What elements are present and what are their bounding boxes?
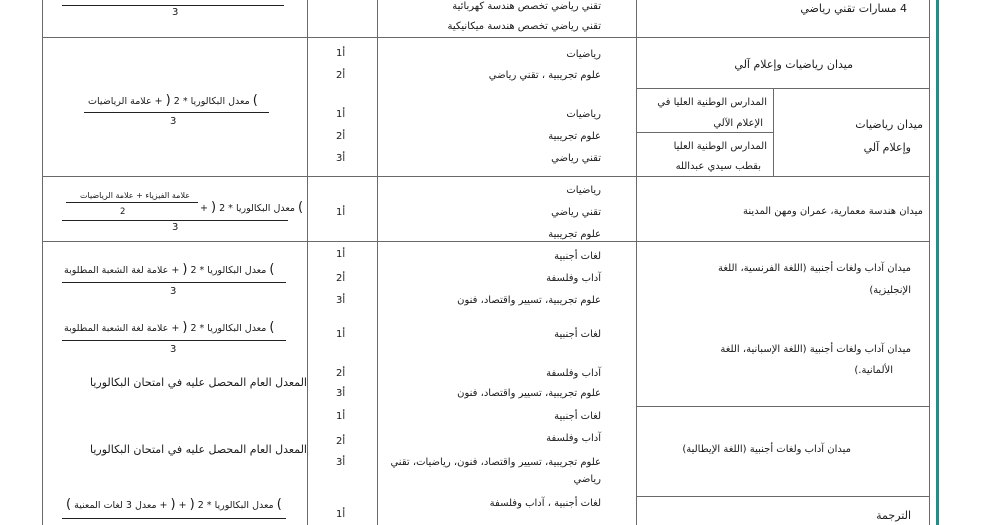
stream-item: تقني رياضي bbox=[551, 207, 601, 218]
stream-item: علوم تجريبية، تسيير واقتصاد، فنون، رياضيات، تقني bbox=[390, 457, 601, 468]
stream-item: رياضيات bbox=[566, 49, 601, 60]
level-code: أ1 bbox=[336, 109, 346, 120]
level-code: أ3 bbox=[336, 457, 346, 468]
field-name-line1: ميدان آداب ولغات أجنبية (اللغة الفرنسية، اللغة bbox=[717, 263, 911, 274]
formula-numerator: ) معدل البكالوريا * 2 ( + علامة لغة الشعبة المطلوبة bbox=[64, 262, 275, 277]
stream-item: رياضيات bbox=[566, 109, 601, 120]
level-code: أ1 bbox=[336, 48, 346, 59]
field-name-line1: ميدان آداب ولغات أجنبية (اللغة الإسبانية، اللغة bbox=[720, 344, 911, 355]
level-code: أ3 bbox=[336, 153, 346, 164]
stream-item: آداب وفلسفة bbox=[546, 433, 601, 444]
formula-numerator: ) معدل البكالوريا * 2 ( + bbox=[200, 200, 304, 215]
formula-text: المعدل العام المحصل عليه في امتحان البكالوريا bbox=[90, 443, 307, 456]
stream-item: لغات أجنبية bbox=[554, 251, 601, 262]
stream-item: علوم تجريبية ، تقني رياضي bbox=[488, 70, 601, 81]
fraction-denominator: 3 bbox=[170, 116, 177, 127]
school-name: المدارس الوطنية العليا bbox=[673, 141, 767, 152]
stream-item: رياضيات bbox=[566, 185, 601, 196]
fraction-denominator: 3 bbox=[170, 286, 177, 297]
field-name: ميدان هندسة معمارية، عمران ومهن المدينة bbox=[743, 206, 923, 217]
stream-item: تقني رياضي bbox=[551, 153, 601, 164]
fraction-bar bbox=[62, 282, 286, 283]
field-name-line2: وإعلام آلي bbox=[863, 141, 911, 154]
stream-item: لغات أجنبية bbox=[554, 329, 601, 340]
fraction-denominator: 3 bbox=[170, 344, 177, 355]
level-code: أ1 bbox=[336, 207, 346, 218]
level-code: أ2 bbox=[336, 70, 346, 81]
stream-item: علوم تجريبية bbox=[548, 131, 601, 142]
school-name: بقطب سيدي عبدالله bbox=[675, 161, 761, 172]
page-margin bbox=[939, 0, 993, 525]
stream-item: لغات أجنبية ، آداب وفلسفة bbox=[489, 498, 601, 509]
formula-numerator: ) معدل البكالوريا * 2 ( + علامة لغة الشعبة المطلوبة bbox=[64, 320, 275, 335]
level-code: أ3 bbox=[336, 295, 346, 306]
fraction-bar bbox=[62, 220, 288, 221]
level-code: أ1 bbox=[336, 249, 346, 260]
fraction-bar bbox=[62, 5, 284, 6]
formula-text: المعدل العام المحصل عليه في امتحان البكالوريا bbox=[90, 376, 307, 389]
stream-item: تقني رياضي تخصص هندسة ميكانيكية bbox=[447, 21, 601, 32]
stream-item: آداب وفلسفة bbox=[546, 368, 601, 379]
field-name-line2: الألمانية.) bbox=[854, 365, 893, 376]
stream-item: علوم تجريبية، تسيير واقتصاد، فنون bbox=[457, 388, 601, 399]
stream-item: آداب وفلسفة bbox=[546, 273, 601, 284]
level-code: أ2 bbox=[336, 131, 346, 142]
field-name: الترجمة bbox=[876, 509, 911, 522]
field-name-line1: ميدان رياضيات bbox=[855, 118, 923, 131]
formula-inner-denominator: 2 bbox=[120, 207, 126, 217]
fraction-bar bbox=[62, 340, 286, 341]
fraction-bar bbox=[62, 518, 286, 519]
level-code: أ2 bbox=[336, 368, 346, 379]
formula-inner-numerator: علامة الفيزياء + علامة الرياضيات bbox=[80, 191, 190, 200]
school-name: الإعلام الآلي bbox=[713, 118, 763, 129]
stream-item: علوم تجريبية، تسيير واقتصاد، فنون bbox=[457, 295, 601, 306]
inner-fraction-bar bbox=[66, 202, 198, 203]
formula-numerator: ) معدل البكالوريا * 2 ( + ( + معدل 3 لغات المعنية ) bbox=[66, 497, 282, 512]
stream-item: لغات أجنبية bbox=[554, 411, 601, 422]
fraction-bar bbox=[84, 112, 269, 113]
level-code: أ2 bbox=[336, 273, 346, 284]
level-code: أ1 bbox=[336, 411, 346, 422]
stream-item: علوم تجريبية bbox=[548, 229, 601, 240]
field-name: ميدان رياضيات وإعلام آلي bbox=[734, 58, 853, 71]
level-code: أ1 bbox=[336, 509, 346, 520]
school-name: المدارس الوطنية العليا في bbox=[657, 97, 767, 108]
level-code: أ3 bbox=[336, 388, 346, 399]
formula-numerator: ) معدل البكالوريا * 2 ( + علامة الرياضيات bbox=[88, 93, 258, 108]
level-code: أ2 bbox=[336, 436, 346, 447]
field-name-line2: الإنجليزية) bbox=[869, 285, 911, 296]
fraction-denominator: 3 bbox=[172, 222, 179, 233]
fraction-denominator: 3 bbox=[172, 7, 179, 18]
stream-item: رياضي bbox=[573, 474, 601, 485]
stream-item: تقني رياضي تخصص هندسة كهربائية bbox=[452, 1, 601, 12]
field-name: 4 مسارات تقني رياضي bbox=[800, 2, 907, 15]
level-code: أ1 bbox=[336, 329, 346, 340]
field-name: ميدان آداب ولغات أجنبية (اللغة الإيطالية) bbox=[682, 444, 851, 455]
